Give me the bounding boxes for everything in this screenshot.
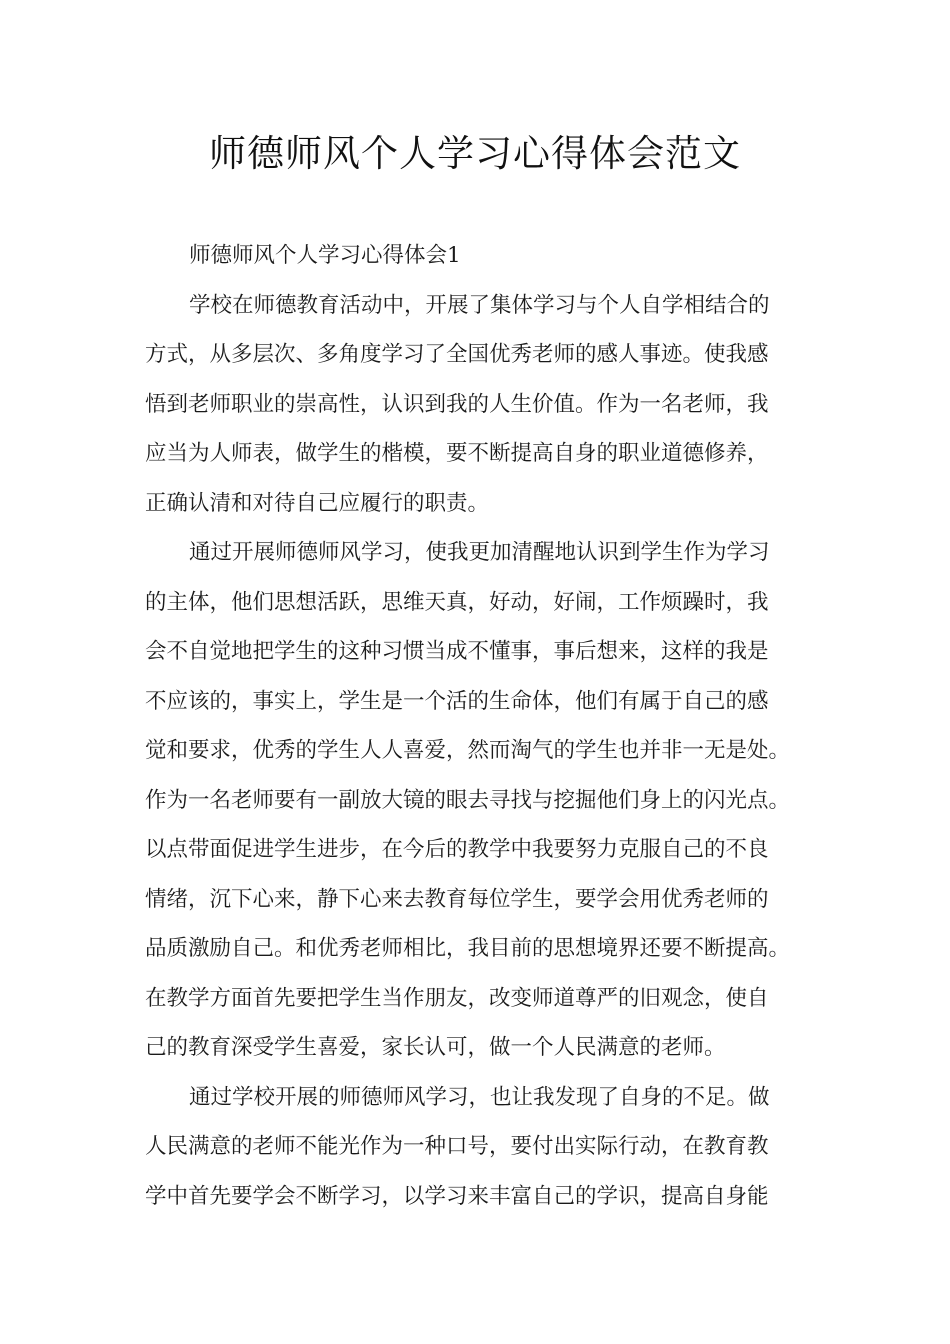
text-line: 人民满意的老师不能光作为一种口号，要付出实际行动，在教育教 [145,1134,769,1159]
paragraph-first-line: 通过开展师德师风学习，使我更加清醒地认识到学生作为学习 [189,540,770,565]
text-line: 不应该的，事实上，学生是一个活的生命体，他们有属于自己的感 [145,688,769,714]
text-line: 学中首先要学会不断学习，以学习来丰富自己的学识，提高自身能 [145,1183,769,1209]
text-line: 正确认清和对待自己应履行的职责。 [145,490,490,516]
text-line: 的主体，他们思想活跃，思维天真，好动，好闹，工作烦躁时，我 [145,589,769,615]
text-line: 会不自觉地把学生的这种习惯当成不懂事，事后想来，这样的我是 [145,639,769,664]
paragraph-first-line: 师德师风个人学习心得体会1 [189,243,461,268]
document-body [145,231,825,1221]
text-line: 以点带面促进学生进步，在今后的教学中我要努力克服自己的不良 [145,837,769,862]
text-line: 作为一名老师要有一副放大镜的眼去寻找与挖掘他们身上的闪光点。 [145,787,791,813]
document-title: 师德师风个人学习心得体会范文 [209,132,741,175]
paragraph-first-line: 通过学校开展的师德师风学习，也让我发现了自身的不足。做 [189,1084,770,1110]
text-line: 己的教育深受学生喜爱，家长认可，做一个人民满意的老师。 [145,1035,726,1060]
paragraph-first-line: 学校在师德教育活动中，开展了集体学习与个人自学相结合的 [189,292,770,318]
text-line: 觉和要求，优秀的学生人人喜爱，然而淘气的学生也并非一无是处。 [145,738,791,763]
text-line: 品质激励自己。和优秀老师相比，我目前的思想境界还要不断提高。 [145,936,791,961]
text-line: 悟到老师职业的崇高性，认识到我的人生价值。作为一名老师，我 [145,391,769,417]
text-line: 方式，从多层次、多角度学习了全国优秀老师的感人事迹。使我感 [145,342,769,367]
text-line: 情绪，沉下心来，静下心来去教育每位学生，要学会用优秀老师的 [145,886,769,912]
text-line: 应当为人师表，做学生的楷模，要不断提高自身的职业道德修养， [145,441,769,466]
text-line: 在教学方面首先要把学生当作朋友，改变师道尊严的旧观念，使自 [145,985,769,1011]
